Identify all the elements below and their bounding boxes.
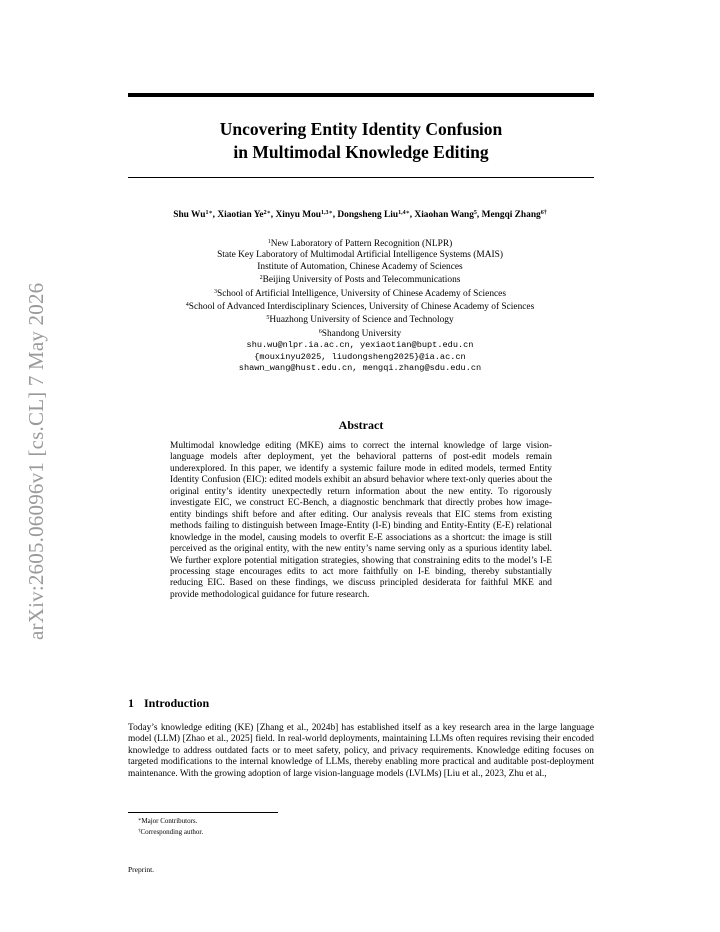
author-name: Mengqi Zhang	[481, 210, 541, 220]
email-line: shu.wu@nlpr.ia.ac.cn, yexiaotian@bupt.edu.cn	[246, 340, 474, 351]
preprint-label: Preprint.	[128, 865, 155, 874]
title-top-rule	[128, 93, 594, 97]
affiliation-line: $^1$New Laboratory of Pattern Recognition (NLPR)	[267, 239, 453, 249]
author-mark: 6†	[540, 210, 547, 216]
affiliation-line: State Key Laboratory of Multimodal Artificial Intelligence Systems (MAIS)	[217, 250, 503, 261]
title-line-1: Uncovering Entity Identity Confusion	[219, 119, 503, 139]
author-list: Shu $Wu^{1∗}$, Xiaotian $Ye^{2∗}$, Xinyu Mou$^{1,3∗}$, Dongsheng Liu$^{1,4∗}$, Xiaohan Wang$^5$, Mengqi Zhang$^{6\dagger}$	[173, 210, 547, 220]
email-line: {mouxinyu2025, liudongsheng2025}@ia.ac.cn	[254, 351, 466, 362]
arxiv-identifier: arXiv:2605.06096v1 [cs.CL] 7 May 2026	[24, 282, 48, 640]
affiliation-line: $^6$Shandong University	[318, 328, 402, 339]
affiliation-line: $^5$Huazhong University of Science and Technology	[266, 315, 454, 326]
title-line-2: in Multimodal Knowledge Editing	[233, 142, 489, 162]
affiliation-block	[100, 237, 620, 374]
author-name: Dongsheng Liu	[337, 210, 399, 220]
section-number: 1	[128, 696, 134, 710]
author-mark: 2∗	[263, 210, 271, 216]
author-name: Xinyu Mou	[275, 210, 322, 220]
affiliation-line: $^3$School of Artificial Intelligence, University of Chinese Academy of Sciences	[214, 288, 506, 299]
affiliation-line: $^4$School of Advanced Interdisciplinary Sciences, University of Chinese Academy of Sciences	[185, 302, 535, 313]
footnotes	[138, 816, 203, 837]
section-heading	[128, 696, 209, 711]
author-name: Shu Wu	[173, 210, 206, 220]
email-line: shawn_wang@hust.edu.cn, mengqi.zhang@sdu.edu.cn	[238, 363, 482, 374]
footnote-rule	[128, 812, 278, 813]
author-mark: 1∗	[205, 210, 213, 216]
footnote: ∗Major Contributors.	[138, 817, 198, 825]
affiliation-line: $^2$Beijing University of Posts and Telecommunications	[259, 275, 461, 286]
abstract-text: Multimodal knowledge editing (MKE) aims to correct the internal knowledge of large vision-language models after deployment, yet the behavioral patterns of post-edit models remain underexplored. In this paper, we identify a systemic failure mode in edited models, termed Entity Identity Confusion (EIC): edited models exhibit an absurd behavior where text-only queries about the original entity’s identity unexpectedly return information about the new entity. To rigorously investigate EIC, we construct EC-Bench, a diagnostic benchmark that directly probes how image-entity bindings shift before and after editing. Our analysis reveals that EIC stems from existing methods failing to distinguish between Image-Entity (I-E) binding and Entity-Entity (E-E) relational knowledge in the model, causing models to overfit E-E associations as a shortcut: the image is still perceived as the original entity, with the new entity’s name serving only as a spurious identity label. We further explore potential mitigation strategies, showing that constraining edits to the model’s I-E processing stage encourages edits to act more faithfully on I-E binding, thereby substantially reducing EIC. Based on these findings, we discuss principled desiderata for faithful MKE and provide methodological guidance for future research.	[170, 441, 552, 600]
abstract-heading: Abstract	[338, 418, 384, 432]
author-mark: 5	[473, 210, 477, 216]
title-bottom-rule	[128, 177, 594, 178]
paper-title	[128, 118, 594, 164]
affiliation-line: Institute of Automation, Chinese Academy of Sciences	[257, 261, 463, 272]
author-name: Xiaotian Ye	[217, 210, 264, 220]
footnote: †Corresponding author.	[138, 827, 204, 836]
author-mark: 1,4∗	[398, 210, 410, 216]
author-mark: 1,3∗	[321, 210, 333, 216]
section-title: Introduction	[144, 696, 210, 710]
introduction-text: Today’s knowledge editing (KE) [Zhang et al., 2024b] has established itself as a key research area in the large language model (LLM) [Zhao et al., 2025] field. In real-world deployments, maintaining LLMs often requires revising their encoded knowledge to address outdated facts or to meet safety, policy, and privacy requirements. Knowledge editing focuses on targeted modifications to the internal knowledge of LLMs, thereby enabling more practical and auditable post-deployment maintenance. With the growing adoption of large vision-language models (LVLMs) [Liu et al., 2023, Zhu et al.,	[128, 723, 594, 779]
author-name: Xiaohan Wang	[414, 210, 474, 220]
